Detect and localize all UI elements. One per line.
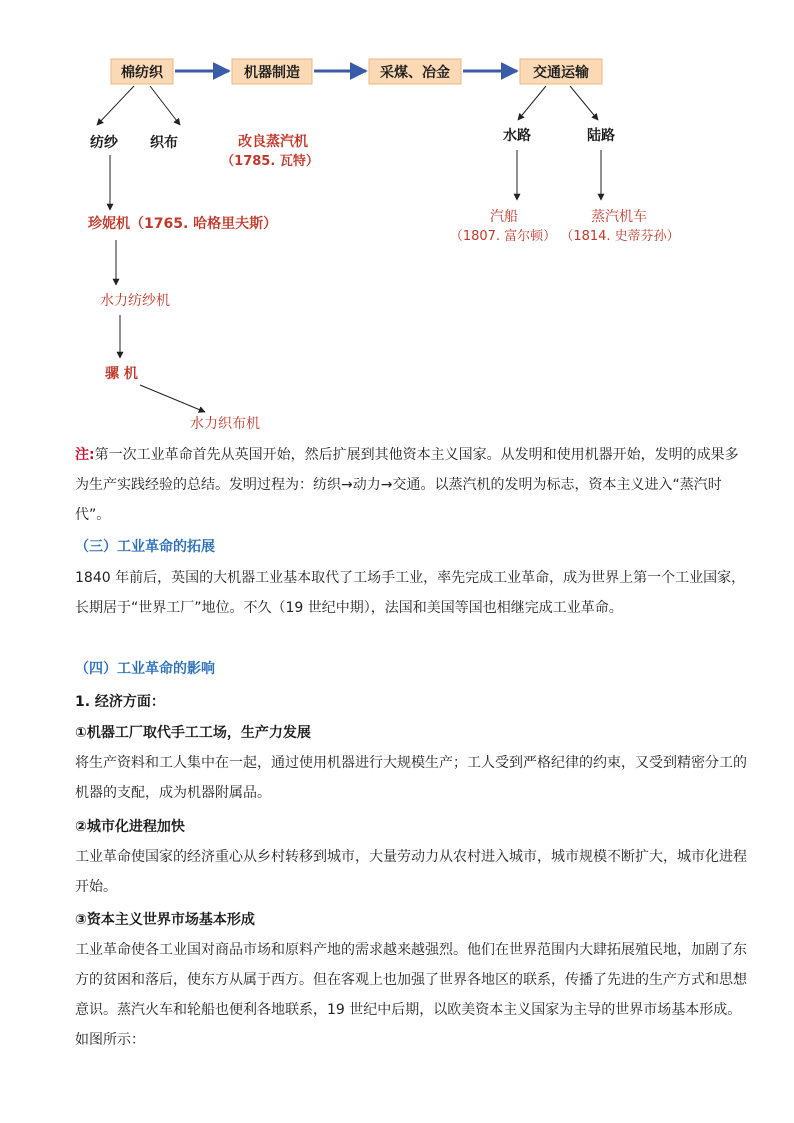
note-label: 注:: [75, 447, 95, 463]
node-mule: 骡 机: [105, 366, 138, 382]
industrial-revolution-flow-diagram: [0, 0, 794, 440]
box-machine-making-label: 机器制造: [244, 65, 300, 81]
item3-title: ③资本主义世界市场基本形成: [75, 912, 255, 928]
node-spinning: 纺纱: [90, 135, 118, 151]
node-locomotive-date: （1814. 史蒂芬孙）: [560, 229, 680, 244]
item2-text: 工业革命使国家的经济重心从乡村转移到城市，大量劳动力从农村进入城市，城市规模不断扩大，城市化进程开始。: [75, 849, 747, 895]
section3-title: （三）工业革命的拓展: [75, 539, 215, 555]
node-weaving: 织布: [150, 135, 178, 151]
box-transport-label: 交通运输: [533, 65, 589, 81]
box-transport: [520, 59, 602, 84]
node-steamboat: 汽船: [490, 209, 518, 225]
section4-sub1: 1. 经济方面：: [75, 694, 165, 710]
item1-text: 将生产资料和工人集中在一起，通过使用机器进行大规模生产；工人受到严格纪律的约束，又受到精密分工的机器的支配，成为机器附属品。: [75, 755, 747, 801]
note-paragraph: [75, 440, 747, 530]
node-improved-steam-engine: 改良蒸汽机: [238, 134, 308, 150]
item1-title: ①机器工厂取代手工工场，生产力发展: [75, 725, 311, 741]
note-text: 第一次工业革命首先从英国开始，然后扩展到其他资本主义国家。从发明和使用机器开始，发明的成果多为生产实践经验的总结。发明过程为：纺织→动力→交通。以蒸汽机的发明为标志，资本主义进入“蒸汽时代”。: [75, 447, 739, 523]
box-cotton: [111, 59, 173, 84]
node-spinning-jenny: 珍妮机（1765. 哈格里夫斯）: [88, 216, 278, 232]
item2-title: ②城市化进程加快: [75, 819, 185, 835]
section4-title: （四）工业革命的影响: [75, 661, 215, 677]
node-water-frame: 水力纺纱机: [100, 293, 170, 309]
box-coal-metallurgy-label: 采煤、冶金: [380, 65, 450, 81]
node-land-route: 陆路: [587, 128, 615, 144]
node-locomotive: 蒸汽机车: [591, 209, 647, 225]
box-coal-metallurgy: [369, 59, 461, 84]
node-steamboat-date: （1807. 富尔顿）: [449, 229, 557, 244]
node-improved-steam-engine-date: （1785. 瓦特）: [221, 154, 319, 169]
item3-text: 工业革命使各工业国对商品市场和原料产地的需求越来越强烈。他们在世界范围内大肆拓展殖民地，加剧了东方的贫困和落后，使东方从属于西方。但在客观上也加强了世界各地区的联系，传播了先进的生产方式和思想意识。蒸汽火车和轮船也便利各地联系，19 世纪中后期，以欧美资本主义国家为主导的世界市场基本形成。如图所示：: [75, 942, 747, 1048]
section3-text: 1840 年前后，英国的大机器工业基本取代了工场手工业，率先完成工业革命，成为世界上第一个工业国家，长期居于“世界工厂”地位。不久（19 世纪中期），法国和美国等国也相继完成工业革命。: [75, 570, 746, 616]
box-cotton-label: 棉纺织: [121, 65, 163, 81]
node-waterway: 水路: [503, 128, 531, 144]
box-machine-making: [232, 59, 312, 84]
node-power-loom: 水力织布机: [190, 416, 260, 432]
